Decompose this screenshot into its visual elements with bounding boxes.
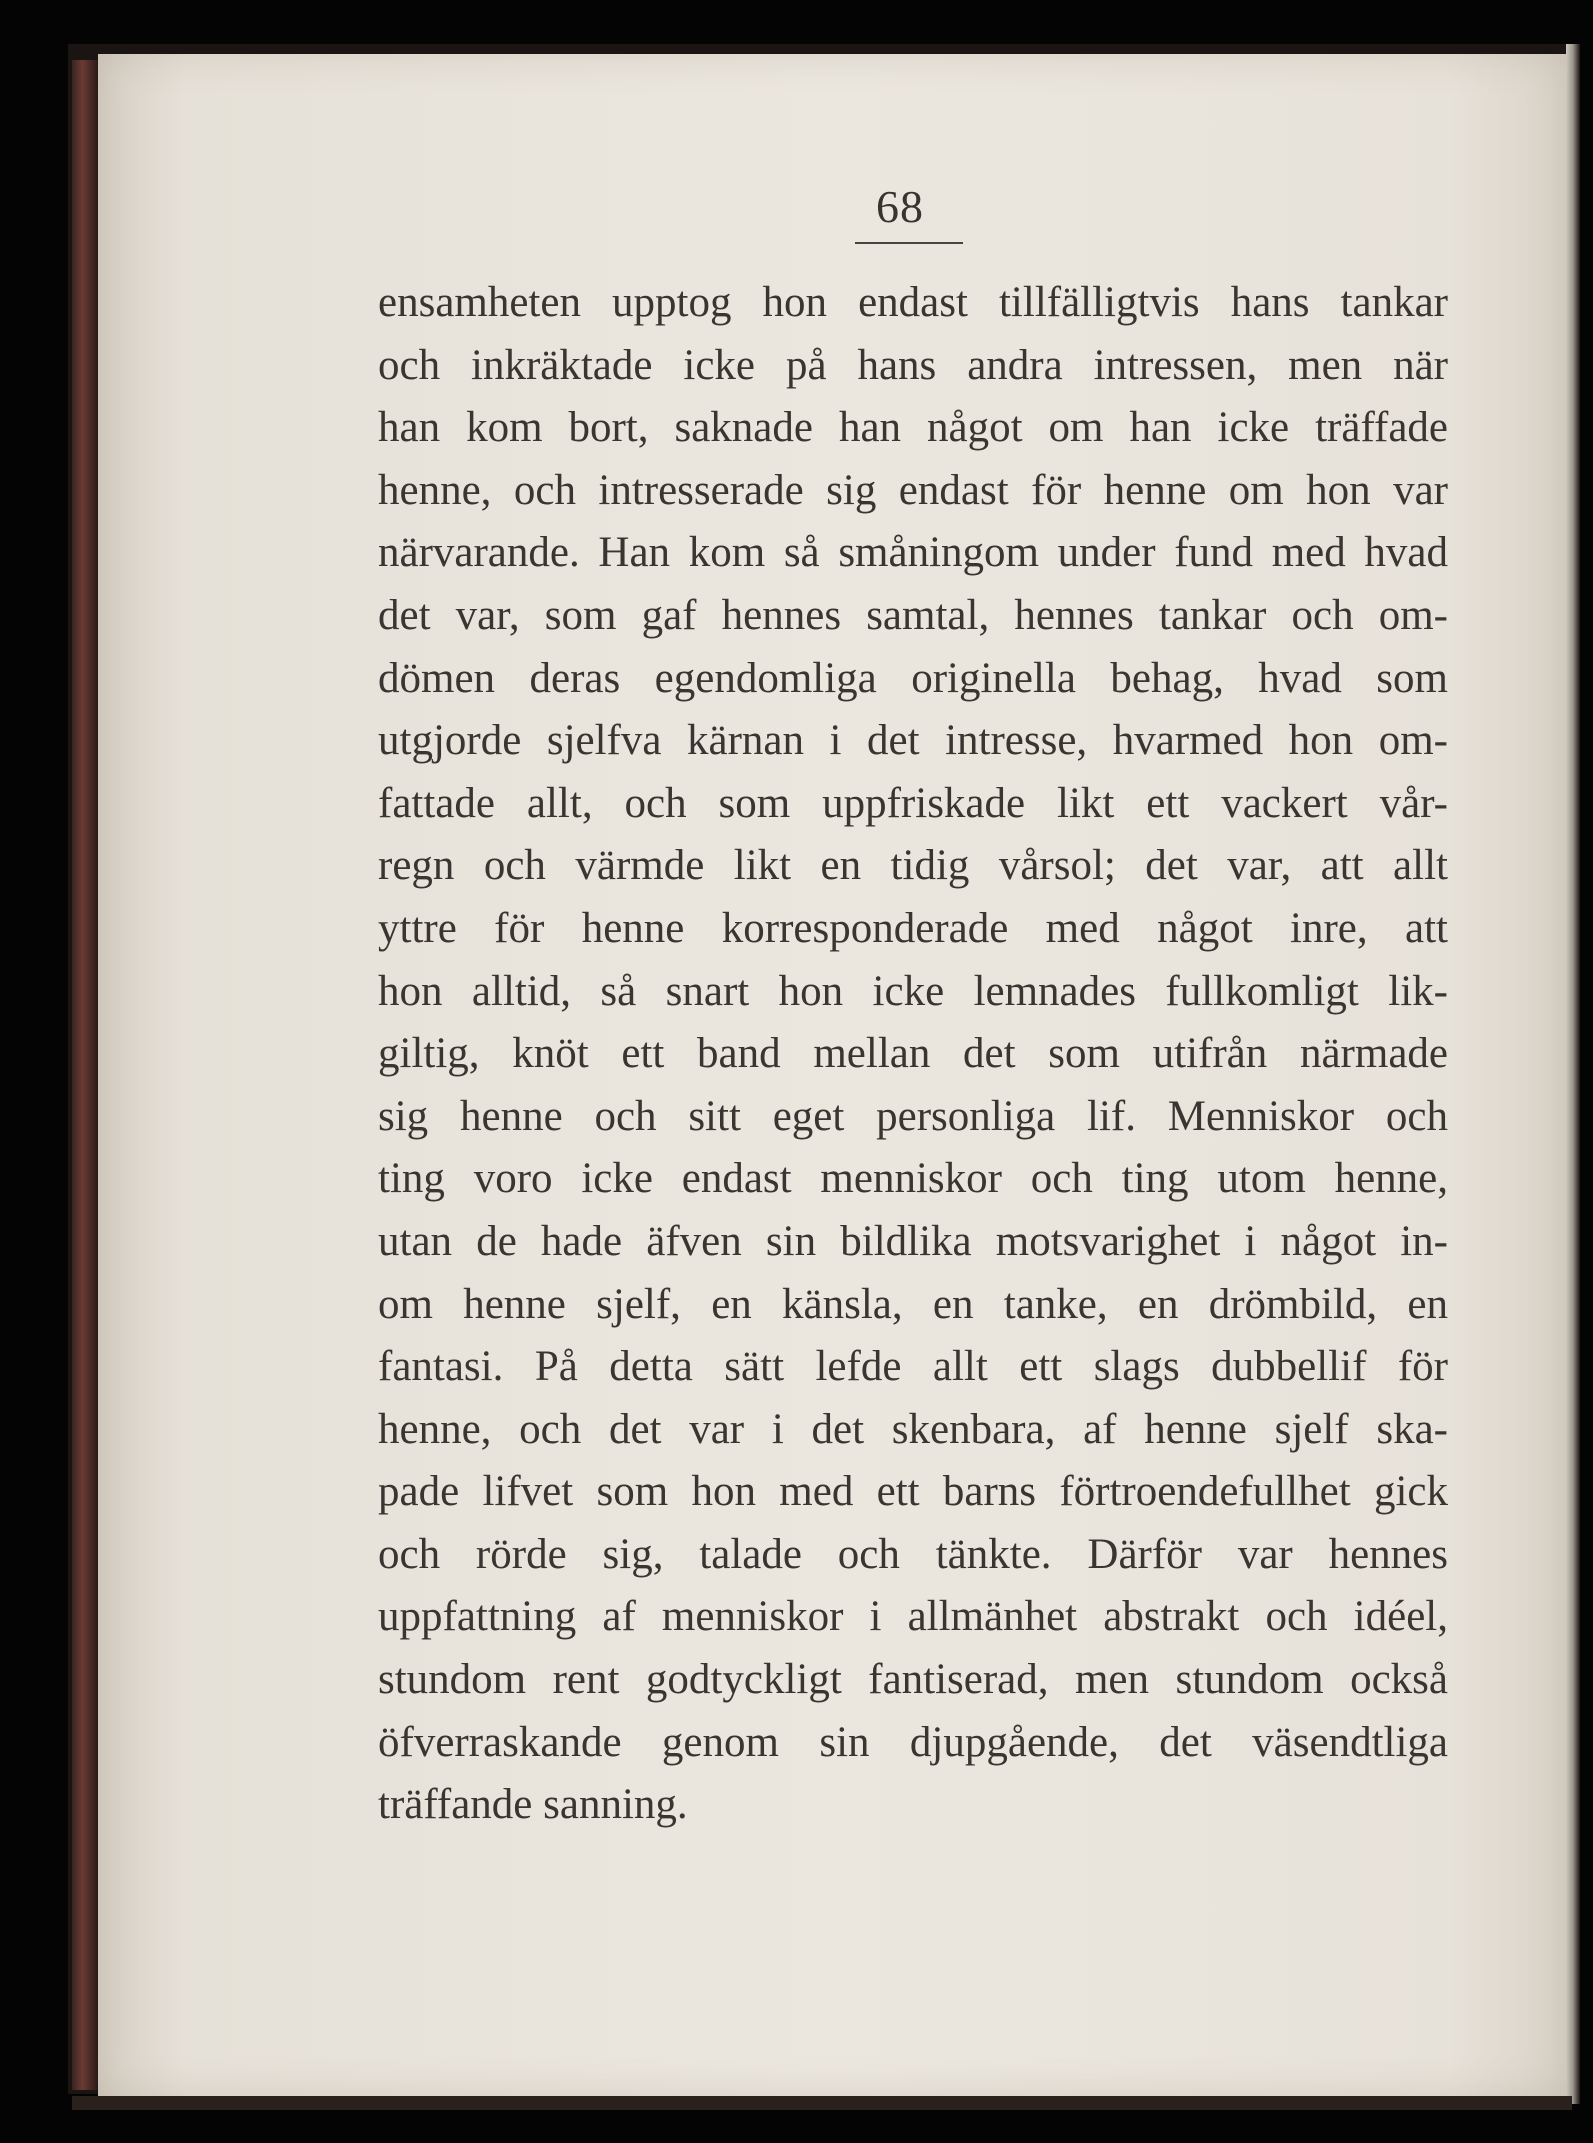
- text-line: det var, som gaf hennes samtal, hennes tankar och om-: [378, 591, 1448, 639]
- text-line: ting voro icke endast menniskor och ting utom henne,: [378, 1155, 1448, 1203]
- body-text: [378, 272, 1448, 1837]
- text-line: om henne sjelf, en känsla, en tanke, en drömbild, en: [378, 1280, 1448, 1328]
- text-line: regn och värmde likt en tidig vårsol; det var, att allt: [378, 842, 1448, 890]
- text-line: fantasi. På detta sätt lefde allt ett slags dubbellif för: [378, 1343, 1448, 1391]
- text-line: närvarande. Han kom så småningom under fund med hvad: [378, 529, 1448, 577]
- text-line: giltig, knöt ett band mellan det som utifrån närmade: [378, 1030, 1448, 1078]
- text-line: sig henne och sitt eget personliga lif. Menniskor och: [378, 1092, 1448, 1140]
- text-line: öfverraskande genom sin djupgående, det väsendtliga: [378, 1718, 1448, 1766]
- page-number: 68: [876, 181, 924, 232]
- text-line: och rörde sig, talade och tänkte. Därför var hennes: [378, 1530, 1448, 1578]
- text-line: han kom bort, saknade han något om han icke träffade: [378, 404, 1448, 452]
- text-line: träffande sanning.: [378, 1781, 688, 1829]
- text-line: pade lifvet som hon med ett barns förtroendefullhet gick: [378, 1468, 1448, 1516]
- page-number-rule: [855, 242, 963, 244]
- text-line: ensamheten upptog hon endast tillfälligtvis hans tankar: [378, 279, 1448, 326]
- text-line: henne, och intresserade sig endast för henne om hon var: [378, 466, 1448, 514]
- text-line: yttre för henne korresponderade med något inre, att: [378, 904, 1448, 952]
- text-line: dömen deras egendomliga originella behag, hvad som: [378, 654, 1448, 702]
- page-right-edge: [1566, 44, 1580, 2104]
- text-line: utan de hade äfven sin bildlika motsvarighet i något in-: [378, 1217, 1448, 1265]
- text-line: och inkräktade icke på hans andra intressen, men när: [378, 341, 1448, 389]
- text-line: henne, och det var i det skenbara, af henne sjelf ska-: [378, 1405, 1448, 1453]
- text-line: hon alltid, så snart hon icke lemnades fullkomligt lik-: [378, 967, 1448, 1015]
- text-line: utgjorde sjelfva kärnan i det intresse, hvarmed hon om-: [378, 717, 1448, 765]
- page-bottom-edge: [72, 2096, 1572, 2110]
- text-line: stundom rent godtyckligt fantiserad, men stundom också: [378, 1656, 1448, 1704]
- text-line: fattade allt, och som uppfriskade likt ett vackert vår-: [378, 779, 1448, 827]
- book-spine-edge: [72, 60, 98, 2090]
- text-line: uppfattning af menniskor i allmänhet abstrakt och idéel,: [378, 1593, 1448, 1641]
